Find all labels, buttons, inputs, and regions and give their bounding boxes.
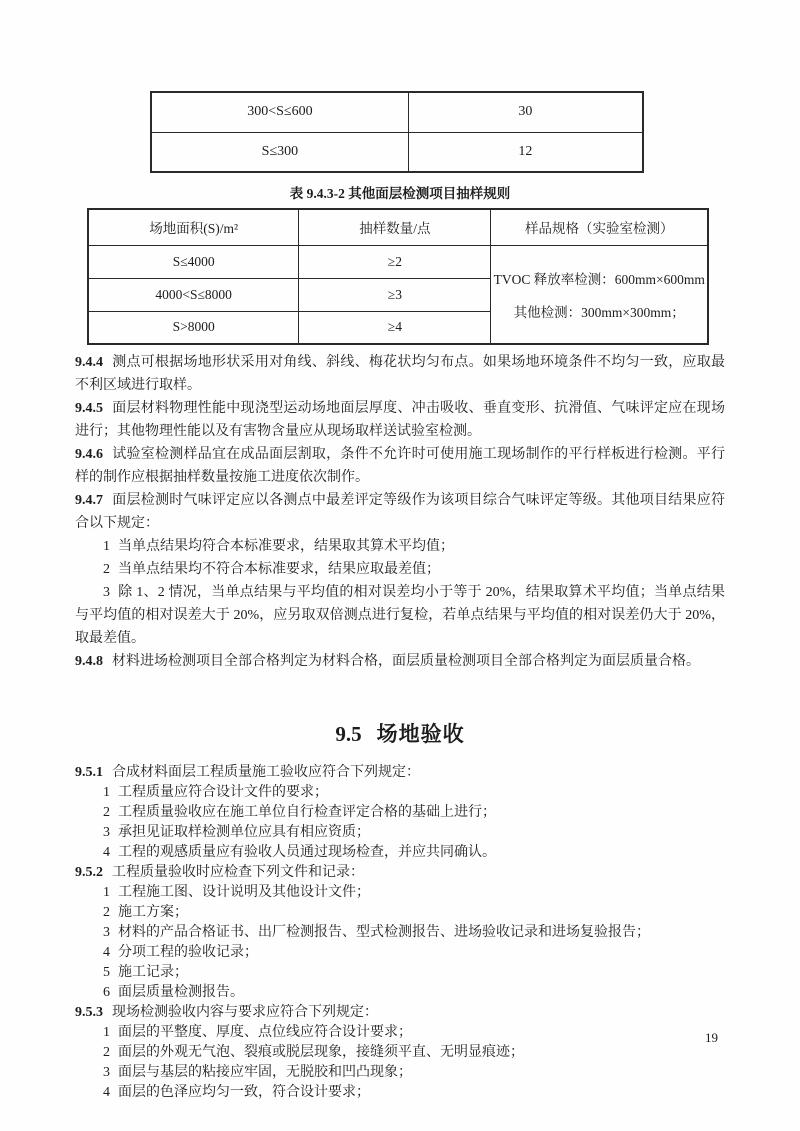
item-number: 3 — [103, 925, 110, 940]
section-heading-9-5 — [75, 718, 725, 748]
clause-item — [75, 535, 725, 558]
item-number: 1 — [103, 1025, 110, 1040]
clause-item — [75, 963, 725, 983]
item-number: 6 — [103, 985, 110, 1000]
clause-number: 9.5.1 — [75, 765, 103, 780]
item-number: 4 — [103, 845, 110, 860]
item-number: 1 — [103, 885, 110, 900]
clause-item — [75, 1063, 725, 1083]
item-number: 3 — [103, 585, 110, 600]
clause-9.4.6 — [75, 443, 725, 489]
clause-9.4.8 — [75, 650, 725, 673]
item-text: 工程质量验收应在施工单位自行检查评定合格的基础上进行； — [118, 805, 496, 820]
item-number: 3 — [103, 1065, 110, 1080]
column-header: 场地面积(S)/m² — [88, 209, 299, 245]
item-number: 2 — [103, 1045, 110, 1060]
item-number: 4 — [103, 945, 110, 960]
item-number: 1 — [103, 539, 110, 554]
clause-number: 9.4.7 — [75, 493, 103, 508]
table-cell: 12 — [408, 132, 643, 172]
clause-number: 9.4.6 — [75, 447, 103, 462]
clause-text: 材料进场检测项目全部合格判定为材料合格，面层质量检测项目全部合格判定为面层质量合格。 — [112, 654, 700, 669]
clauses-section-9-4 — [75, 351, 725, 673]
table-row — [88, 245, 708, 278]
clauses-section-9-5 — [75, 763, 725, 1103]
table-cell: S≤300 — [151, 132, 408, 172]
column-header: 样品规格（实验室检测） — [491, 209, 708, 245]
clause-9.4.4 — [75, 351, 725, 397]
clause-number: 9.5.3 — [75, 1005, 103, 1020]
item-text: 面层质量检测报告。 — [118, 985, 244, 1000]
clause-9.5.1 — [75, 763, 725, 783]
clause-9.5.3 — [75, 1003, 725, 1023]
item-number: 2 — [103, 805, 110, 820]
table-cell: 4000<S≤8000 — [88, 278, 299, 311]
clause-text: 工程质量验收时应检查下列文件和记录： — [112, 865, 364, 880]
item-text: 除 1、2 情况，当单点结果与平均值的相对误差均小于等于 20%，结果取算术平均值；当单点结果与平均值的相对误差大于 20%，应另取双倍测点进行复检，若单点结果与平均值的相对误差仍大于 20%，取最差值。 — [75, 585, 725, 646]
table-cell: ≥4 — [299, 311, 491, 344]
clause-item — [75, 903, 725, 923]
item-number: 3 — [103, 825, 110, 840]
table-row — [151, 132, 643, 172]
item-text: 面层的色泽应均匀一致，符合设计要求； — [118, 1085, 370, 1100]
clause-text: 试验室检测样品宜在成品面层割取，条件不允许时可使用施工现场制作的平行样板进行检测。平行样的制作应根据抽样数量按施工进度依次制作。 — [75, 447, 725, 485]
item-text: 材料的产品合格证书、出厂检测报告、型式检测报告、进场验收记录和进场复验报告； — [118, 925, 650, 940]
table-row — [151, 92, 643, 132]
item-number: 2 — [103, 562, 110, 577]
clause-item — [75, 883, 725, 903]
sampling-count-table-continued — [150, 91, 644, 173]
clause-text: 合成材料面层工程质量施工验收应符合下列规定： — [112, 765, 420, 780]
clause-9.4.5 — [75, 397, 725, 443]
clause-number: 9.5.2 — [75, 865, 103, 880]
item-text: 工程质量应符合设计文件的要求； — [118, 785, 328, 800]
clause-item — [75, 558, 725, 581]
clause-item — [75, 1083, 725, 1103]
clause-9.5.2 — [75, 863, 725, 883]
clause-item — [75, 581, 725, 650]
clause-number: 9.4.8 — [75, 654, 103, 669]
table-cell: S≤4000 — [88, 245, 299, 278]
item-text: 施工记录； — [118, 965, 188, 980]
clause-text: 面层检测时气味评定应以各测点中最差评定等级作为该项目综合气味评定等级。其他项目结果应符合以下规定： — [75, 493, 725, 531]
clause-text: 测点可根据场地形状采用对角线、斜线、梅花状均匀布点。如果场地环境条件不均匀一致，应取最不利区域进行取样。 — [75, 355, 725, 393]
clause-item — [75, 783, 725, 803]
item-text: 当单点结果均符合本标准要求，结果取其算术平均值； — [118, 539, 454, 554]
item-text: 工程施工图、设计说明及其他设计文件； — [118, 885, 370, 900]
table-cell: 30 — [408, 92, 643, 132]
clause-number: 9.4.5 — [75, 401, 103, 416]
clause-item — [75, 1043, 725, 1063]
table-caption: 表 9.4.3-2 其他面层检测项目抽样规则 — [289, 186, 511, 201]
table-cell: ≥3 — [299, 278, 491, 311]
clause-text: 现场检测验收内容与要求应符合下列规定： — [112, 1005, 378, 1020]
clause-number: 9.4.4 — [75, 355, 103, 370]
clause-item — [75, 823, 725, 843]
page-number: 19 — [705, 1030, 718, 1045]
table-header-row — [88, 209, 708, 245]
clause-9.4.7 — [75, 489, 725, 535]
item-number: 1 — [103, 785, 110, 800]
other-surface-sampling-rules-table — [87, 208, 709, 345]
clause-text: 面层材料物理性能中现浇型运动场地面层厚度、冲击吸收、垂直变形、抗滑值、气味评定应在现场进行；其他物理性能以及有害物含量应从现场取样送试验室检测。 — [75, 401, 725, 439]
sample-spec-line: TVOC 释放率检测：600mm×600mm — [493, 271, 705, 287]
item-text: 当单点结果均不符合本标准要求，结果应取最差值； — [118, 562, 440, 577]
clause-item — [75, 1023, 725, 1043]
clause-item — [75, 843, 725, 863]
item-text: 工程的观感质量应有验收人员通过现场检查，并应共同确认。 — [118, 845, 496, 860]
clause-item — [75, 943, 725, 963]
item-text: 分项工程的验收记录； — [118, 945, 258, 960]
item-text: 施工方案； — [118, 905, 188, 920]
sample-spec-line: 其他检测：300mm×300mm； — [513, 304, 685, 320]
clause-item — [75, 983, 725, 1003]
clause-item — [75, 923, 725, 943]
item-text: 面层的平整度、厚度、点位线应符合设计要求； — [118, 1025, 412, 1040]
item-number: 2 — [103, 905, 110, 920]
section-title: 场地验收 — [376, 722, 465, 746]
clause-item — [75, 803, 725, 823]
section-number: 9.5 — [335, 722, 362, 746]
item-text: 面层与基层的粘接应牢固，无脱胶和凹凸现象； — [118, 1065, 412, 1080]
item-number: 4 — [103, 1085, 110, 1100]
item-text: 承担见证取样检测单位应具有相应资质； — [118, 825, 370, 840]
column-header: 抽样数量/点 — [299, 209, 491, 245]
sample-spec-cell — [491, 245, 708, 344]
table-cell: S>8000 — [88, 311, 299, 344]
item-text: 面层的外观无气泡、裂痕或脱层现象，接缝须平直、无明显痕迹； — [118, 1045, 524, 1060]
table-cell: ≥2 — [299, 245, 491, 278]
table-cell: 300<S≤600 — [151, 92, 408, 132]
item-number: 5 — [103, 965, 110, 980]
